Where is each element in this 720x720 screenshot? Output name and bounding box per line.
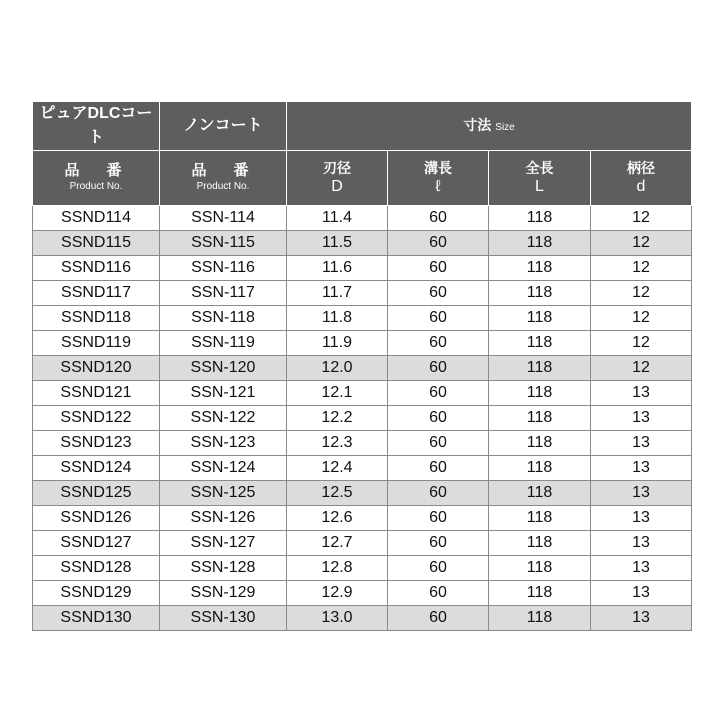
product-no-en: Product No.	[69, 181, 123, 192]
size-title-jp: 寸法	[463, 117, 492, 133]
non-coat-product-cell: SSN-127	[160, 531, 287, 556]
shank-diameter-cell: 12	[591, 206, 692, 231]
non-coat-product-cell: SSN-128	[160, 556, 287, 581]
product-no-en: Product No.	[196, 181, 250, 192]
diameter-cell: 12.6	[287, 506, 388, 531]
shank-diameter-cell: 13	[591, 431, 692, 456]
flute-length-cell: 60	[388, 506, 489, 531]
col-header-shank-diameter	[591, 151, 692, 206]
shank-diameter-cell: 12	[591, 281, 692, 306]
flute-length-cell: 60	[388, 556, 489, 581]
col-symbol: ℓ	[435, 178, 441, 195]
dlc-product-cell: SSND119	[33, 331, 160, 356]
overall-length-cell: 118	[489, 306, 591, 331]
dlc-product-cell: SSND126	[33, 506, 160, 531]
table-row	[33, 231, 692, 256]
shank-diameter-cell: 13	[591, 456, 692, 481]
flute-length-cell: 60	[388, 256, 489, 281]
dlc-product-cell: SSND129	[33, 581, 160, 606]
table-row	[33, 456, 692, 481]
flute-length-cell: 60	[388, 381, 489, 406]
overall-length-cell: 118	[489, 481, 591, 506]
overall-length-cell: 118	[489, 406, 591, 431]
size-title-en: Size	[495, 122, 515, 133]
diameter-cell: 13.0	[287, 606, 388, 631]
non-coat-product-cell: SSN-122	[160, 406, 287, 431]
shank-diameter-cell: 13	[591, 556, 692, 581]
pure-dlc-coat-header: ピュアDLCコート	[33, 102, 160, 151]
dlc-product-cell: SSND125	[33, 481, 160, 506]
overall-length-cell: 118	[489, 506, 591, 531]
table-row	[33, 531, 692, 556]
flute-length-cell: 60	[388, 406, 489, 431]
diameter-cell: 12.9	[287, 581, 388, 606]
table-row	[33, 306, 692, 331]
overall-length-cell: 118	[489, 606, 591, 631]
dlc-product-cell: SSND114	[33, 206, 160, 231]
non-coat-header: ノンコート	[160, 102, 287, 151]
flute-length-cell: 60	[388, 331, 489, 356]
diameter-cell: 12.2	[287, 406, 388, 431]
flute-length-cell: 60	[388, 481, 489, 506]
non-coat-product-cell: SSN-125	[160, 481, 287, 506]
non-coat-product-cell: SSN-120	[160, 356, 287, 381]
non-coat-product-cell: SSN-118	[160, 306, 287, 331]
overall-length-cell: 118	[489, 331, 591, 356]
dlc-product-cell: SSND120	[33, 356, 160, 381]
flute-length-cell: 60	[388, 581, 489, 606]
dlc-product-cell: SSND128	[33, 556, 160, 581]
table-row	[33, 206, 692, 231]
flute-length-cell: 60	[388, 356, 489, 381]
shank-diameter-cell: 13	[591, 406, 692, 431]
flute-length-cell: 60	[388, 306, 489, 331]
flute-length-cell: 60	[388, 281, 489, 306]
shank-diameter-cell: 12	[591, 231, 692, 256]
dlc-product-cell: SSND116	[33, 256, 160, 281]
dlc-product-cell: SSND121	[33, 381, 160, 406]
table-row	[33, 556, 692, 581]
non-coat-product-cell: SSN-114	[160, 206, 287, 231]
table-row	[33, 256, 692, 281]
table-row	[33, 281, 692, 306]
table-row	[33, 381, 692, 406]
diameter-cell: 11.5	[287, 231, 388, 256]
shank-diameter-cell: 12	[591, 331, 692, 356]
non-coat-product-cell: SSN-119	[160, 331, 287, 356]
overall-length-cell: 118	[489, 356, 591, 381]
product-no-header-dlc	[33, 151, 160, 206]
non-coat-product-cell: SSN-129	[160, 581, 287, 606]
dlc-product-cell: SSND115	[33, 231, 160, 256]
overall-length-cell: 118	[489, 206, 591, 231]
overall-length-cell: 118	[489, 281, 591, 306]
non-coat-product-cell: SSN-116	[160, 256, 287, 281]
table-row	[33, 356, 692, 381]
diameter-cell: 12.7	[287, 531, 388, 556]
flute-length-cell: 60	[388, 231, 489, 256]
col-header-diameter	[287, 151, 388, 206]
overall-length-cell: 118	[489, 556, 591, 581]
flute-length-cell: 60	[388, 431, 489, 456]
non-coat-product-cell: SSN-130	[160, 606, 287, 631]
product-no-jp: 品 番	[64, 162, 128, 179]
dlc-product-cell: SSND122	[33, 406, 160, 431]
table-row	[33, 581, 692, 606]
flute-length-cell: 60	[388, 206, 489, 231]
diameter-cell: 12.1	[287, 381, 388, 406]
shank-diameter-cell: 12	[591, 256, 692, 281]
table-row	[33, 331, 692, 356]
shank-diameter-cell: 13	[591, 481, 692, 506]
table-row	[33, 506, 692, 531]
dlc-product-cell: SSND127	[33, 531, 160, 556]
overall-length-cell: 118	[489, 581, 591, 606]
shank-diameter-cell: 13	[591, 581, 692, 606]
col-name: 柄径	[627, 160, 655, 176]
product-no-header-non	[160, 151, 287, 206]
non-coat-product-cell: SSN-124	[160, 456, 287, 481]
col-symbol: d	[636, 178, 646, 195]
col-name: 刃径	[323, 160, 351, 176]
diameter-cell: 12.8	[287, 556, 388, 581]
table-row	[33, 606, 692, 631]
dlc-product-cell: SSND130	[33, 606, 160, 631]
non-coat-product-cell: SSN-117	[160, 281, 287, 306]
table-row	[33, 481, 692, 506]
table-row	[33, 431, 692, 456]
diameter-cell: 12.4	[287, 456, 388, 481]
flute-length-cell: 60	[388, 531, 489, 556]
flute-length-cell: 60	[388, 606, 489, 631]
col-symbol: L	[535, 178, 544, 195]
non-coat-product-cell: SSN-126	[160, 506, 287, 531]
col-symbol: D	[331, 178, 343, 195]
table-row	[33, 406, 692, 431]
dlc-product-cell: SSND117	[33, 281, 160, 306]
col-name: 溝長	[424, 160, 452, 176]
diameter-cell: 11.7	[287, 281, 388, 306]
overall-length-cell: 118	[489, 381, 591, 406]
shank-diameter-cell: 12	[591, 356, 692, 381]
shank-diameter-cell: 13	[591, 606, 692, 631]
shank-diameter-cell: 13	[591, 506, 692, 531]
col-name: 全長	[525, 160, 554, 176]
non-coat-product-cell: SSN-115	[160, 231, 287, 256]
overall-length-cell: 118	[489, 431, 591, 456]
dlc-product-cell: SSND123	[33, 431, 160, 456]
product-no-jp: 品 番	[191, 162, 255, 179]
col-header-overall-length	[489, 151, 591, 206]
diameter-cell: 11.9	[287, 331, 388, 356]
diameter-cell: 12.3	[287, 431, 388, 456]
shank-diameter-cell: 13	[591, 531, 692, 556]
shank-diameter-cell: 12	[591, 306, 692, 331]
non-coat-product-cell: SSN-123	[160, 431, 287, 456]
size-header	[287, 102, 692, 151]
non-coat-product-cell: SSN-121	[160, 381, 287, 406]
diameter-cell: 12.5	[287, 481, 388, 506]
overall-length-cell: 118	[489, 456, 591, 481]
diameter-cell: 11.6	[287, 256, 388, 281]
shank-diameter-cell: 13	[591, 381, 692, 406]
dlc-product-cell: SSND124	[33, 456, 160, 481]
flute-length-cell: 60	[388, 456, 489, 481]
overall-length-cell: 118	[489, 256, 591, 281]
product-spec-table	[32, 101, 692, 631]
dlc-product-cell: SSND118	[33, 306, 160, 331]
diameter-cell: 11.4	[287, 206, 388, 231]
diameter-cell: 11.8	[287, 306, 388, 331]
overall-length-cell: 118	[489, 531, 591, 556]
overall-length-cell: 118	[489, 231, 591, 256]
col-header-flute-length	[388, 151, 489, 206]
diameter-cell: 12.0	[287, 356, 388, 381]
